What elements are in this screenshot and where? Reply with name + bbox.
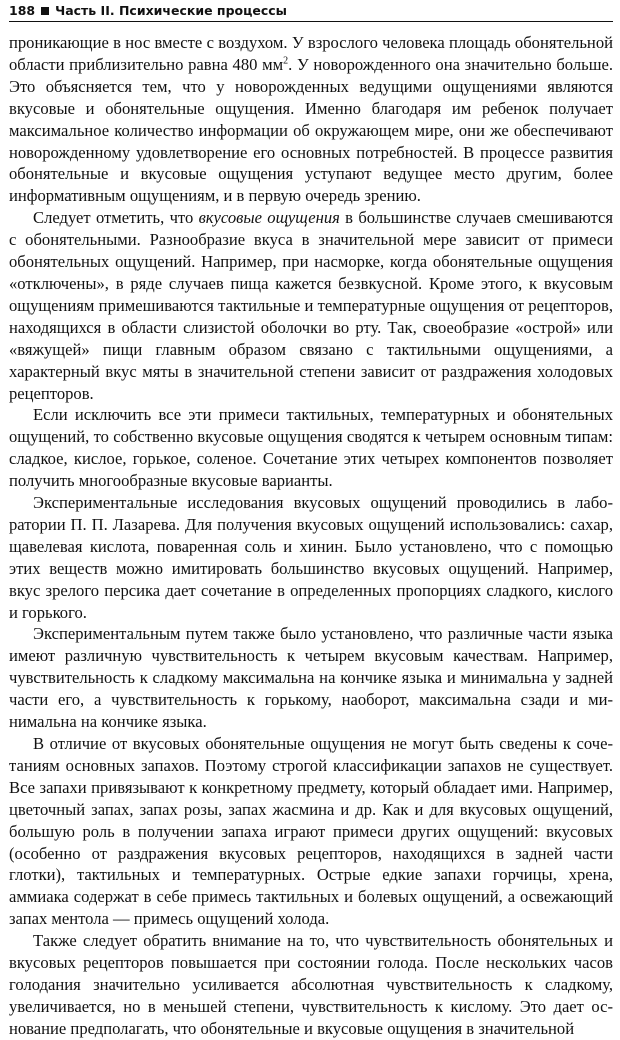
emphasis-term: вкусовые ощущения [198, 208, 340, 228]
paragraph-5: Экспериментальным путем также было установлено, что различные части языка имеют различную чувствительность к четырем вкусовым качествам. Например, чувствительность к сладкому максимальна на кончике языка и минимальна у задней части его, а чувствительность к горькому, наоборот, максимальна сзади и минимальна на кончике языка. [9, 624, 613, 732]
paragraph-1 [9, 32, 613, 207]
paragraph-1-text-b: . У новорожденного она значительно больше. Это объясняется тем, что у новорожденных ведущими ощущениями являются вкусовые и обонятельные ощущения. Именно благодаря им ребенок получает максимальное количество информации об окружающем мире, они же обеспечивают новорожденному удовлетворение его основных потребностей. В процессе развития обонятельные и вкусовые ощущения уступают ведущее место другим, более информативным ощущениям, и в первую очередь зрению. [9, 54, 613, 206]
page-number: 188 [9, 2, 36, 18]
paragraph-1-text-a: проникающие в нос вместе с воздухом. У взрослого человека площадь обонятельной области приблизительно равна 480 мм [9, 33, 613, 74]
paragraph-3: Если исключить все эти примеси тактильных, температурных и обонятельных ощущений, то собственно вкусовые ощущения сводятся к четырем основным типам: сладкое, кислое, горькое, соленое. Сочетание этих четырех компонентов позволяет получить многообразные вкусовые варианты. [9, 405, 613, 491]
section-title: Часть II. Психические процессы [55, 2, 287, 18]
paragraph-7: Также следует обратить внимание на то, что чувствительность обонятельных и вкусовых рецепторов повышается при состоянии голода. После нескольких часов голодания значительно усиливается абсолютная чувствительность к сладкому, увеличивается, но в меньшей степени, чувствительность к кислому. Это дает основание предполагать, что обонятельные и вкусовые ощущения в значительной [9, 931, 613, 1038]
body-text [9, 32, 613, 1040]
paragraph-6: В отличие от вкусовых обонятельные ощущения не могут быть сведены к сочетаниям основных запахов. Поэтому строгой классификации запахов не существует. Все запахи привязывают к конкретному предмету, который обладает ими. Например, цветочный запах, запах розы, запах жасмина и др. Как и для вкусовых ощущений, большую роль в получении запаха играют примеси других ощущений: вкусовых (особенно от раздражения вкусовых рецепторов, находящихся в задней части глотки), тактильных и температурных. Острые едкие запахи горчицы, хрена, аммиака содержат в себе примесь тактильных и болевых ощущений, а освежающий запах ментола — примесь ощущений холода. [9, 734, 613, 929]
paragraph-2-text-b: в большинстве случаев смешиваются с обонятельными. Разнообразие вкуса в значительной мере зависит от примеси обонятельных ощущений. Например, при насморке, когда обонятельные ощущения «отключены», в ряде случаев пища кажется безвкусной. Кроме этого, к вкусовым ощущениям примешиваются тактильные и температурные ощущения от рецепторов, находящихся в области слизистой оболочки во рту. Так, своеобразие «острой» или «вяжущей» пищи главным образом связано с тактильными ощущениями, а характерный вкус мяты в значительной степени зависит от раздражения холодовых рецепторов. [9, 208, 613, 403]
running-head [9, 0, 613, 22]
superscript-2: 2 [283, 55, 289, 67]
paragraph-2-text-a: Следует отметить, что [33, 208, 199, 228]
paragraph-2 [9, 207, 613, 404]
square-bullet-icon [41, 7, 49, 15]
paragraph-4: Экспериментальные исследования вкусовых ощущений проводились в лаборатории П. П. Лазарева. Для получения вкусовых ощущений использовались: сахар, щавелевая кислота, поваренная соль и хинин. Было установлено, что с помощью этих веществ можно имитировать большинство вкусовых ощущений. Например, вкус зрелого персика дает сочетание в определенных пропорциях сладкого, кислого и горького. [9, 493, 613, 622]
